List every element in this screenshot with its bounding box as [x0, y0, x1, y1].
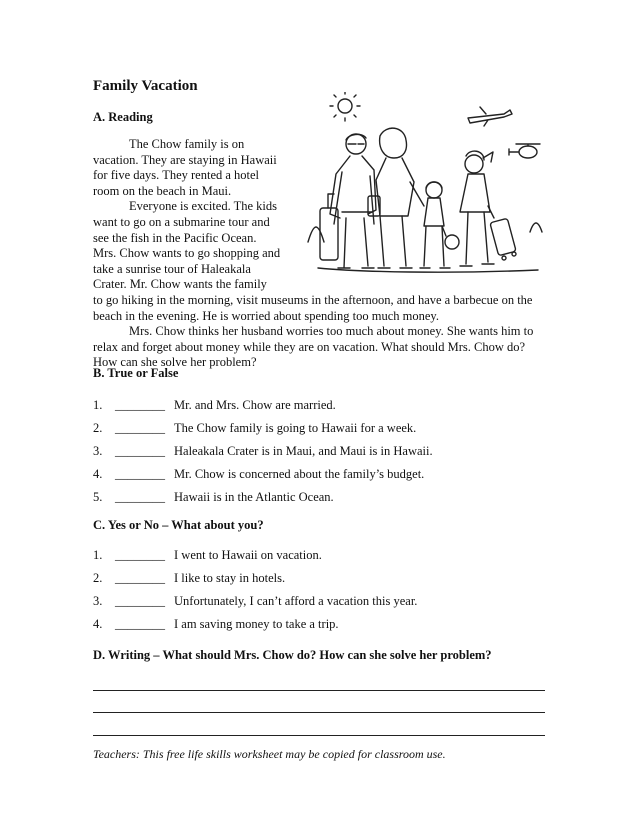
item-number: 3.: [93, 444, 103, 458]
statement: I went to Hawaii on vacation.: [174, 548, 322, 562]
statement: Mr. Chow is concerned about the family’s budget.: [174, 467, 425, 481]
item-number: 2.: [93, 571, 103, 585]
reading-line: Everyone is excited. The kids: [129, 199, 277, 214]
answer-blank[interactable]: ________: [115, 421, 165, 435]
answer-blank[interactable]: ________: [115, 594, 165, 608]
reading-line: want to go on a submarine tour and: [93, 214, 270, 229]
statement: Hawaii is in the Atlantic Ocean.: [174, 490, 334, 504]
answer-blank[interactable]: ________: [115, 617, 165, 631]
reading-line: take a sunrise tour of Haleakala: [93, 261, 251, 276]
item-number: 1.: [93, 398, 103, 412]
section-a-heading: A. Reading: [93, 110, 153, 124]
answer-blank[interactable]: ________: [115, 444, 165, 458]
reading-line: vacation. They are staying in Hawaii: [93, 152, 277, 167]
answer-blank[interactable]: ________: [115, 571, 165, 585]
answer-blank[interactable]: ________: [115, 548, 165, 562]
statement: I am saving money to take a trip.: [174, 617, 339, 631]
section-b-heading: B. True or False: [93, 366, 179, 380]
writing-line[interactable]: [93, 690, 545, 691]
page-title: Family Vacation: [93, 78, 198, 94]
reading-line: The Chow family is on: [129, 137, 245, 151]
writing-line[interactable]: [93, 712, 545, 713]
item-number: 3.: [93, 594, 103, 608]
section-c-heading: C. Yes or No – What about you?: [93, 518, 264, 532]
answer-blank[interactable]: ________: [115, 398, 165, 412]
teacher-note: Teachers: This free life skills worksheet may be copied for classroom use.: [93, 747, 446, 761]
writing-line[interactable]: [93, 735, 545, 736]
item-number: 4.: [93, 617, 103, 631]
section-d-heading: D. Writing – What should Mrs. Chow do? How can she solve her problem?: [93, 648, 492, 662]
item-number: 2.: [93, 421, 103, 435]
statement: Unfortunately, I can’t afford a vacation this year.: [174, 594, 418, 608]
reading-line: for five days. They rented a hotel: [93, 168, 260, 183]
answer-blank[interactable]: ________: [115, 467, 165, 481]
item-number: 5.: [93, 490, 103, 504]
reading-paragraph: to go hiking in the morning, visit museums in the afternoon, and have a barbecue on the beach in the evening. He is worried about spending too much money.: [93, 292, 533, 323]
statement: Mr. and Mrs. Chow are married.: [174, 398, 336, 412]
reading-line: Mrs. Chow wants to go shopping and: [93, 246, 281, 261]
reading-line: Crater. Mr. Chow wants the family: [93, 277, 267, 292]
family-vacation-illustration: [298, 92, 550, 282]
statement: The Chow family is going to Hawaii for a week.: [174, 421, 417, 435]
reading-line: room on the beach in Maui.: [93, 183, 232, 198]
statement: I like to stay in hotels.: [174, 571, 286, 585]
reading-paragraph: Mrs. Chow thinks her husband worries too much about money. She wants him to relax and forget about money while they are on vacation. What should Mrs. Chow do? How can she solve her problem?: [93, 324, 534, 370]
item-number: 4.: [93, 467, 103, 481]
reading-line: see the fish in the Pacific Ocean.: [93, 230, 257, 245]
item-number: 1.: [93, 548, 103, 562]
answer-blank[interactable]: ________: [115, 490, 165, 504]
statement: Haleakala Crater is in Maui, and Maui is in Hawaii.: [174, 444, 433, 458]
